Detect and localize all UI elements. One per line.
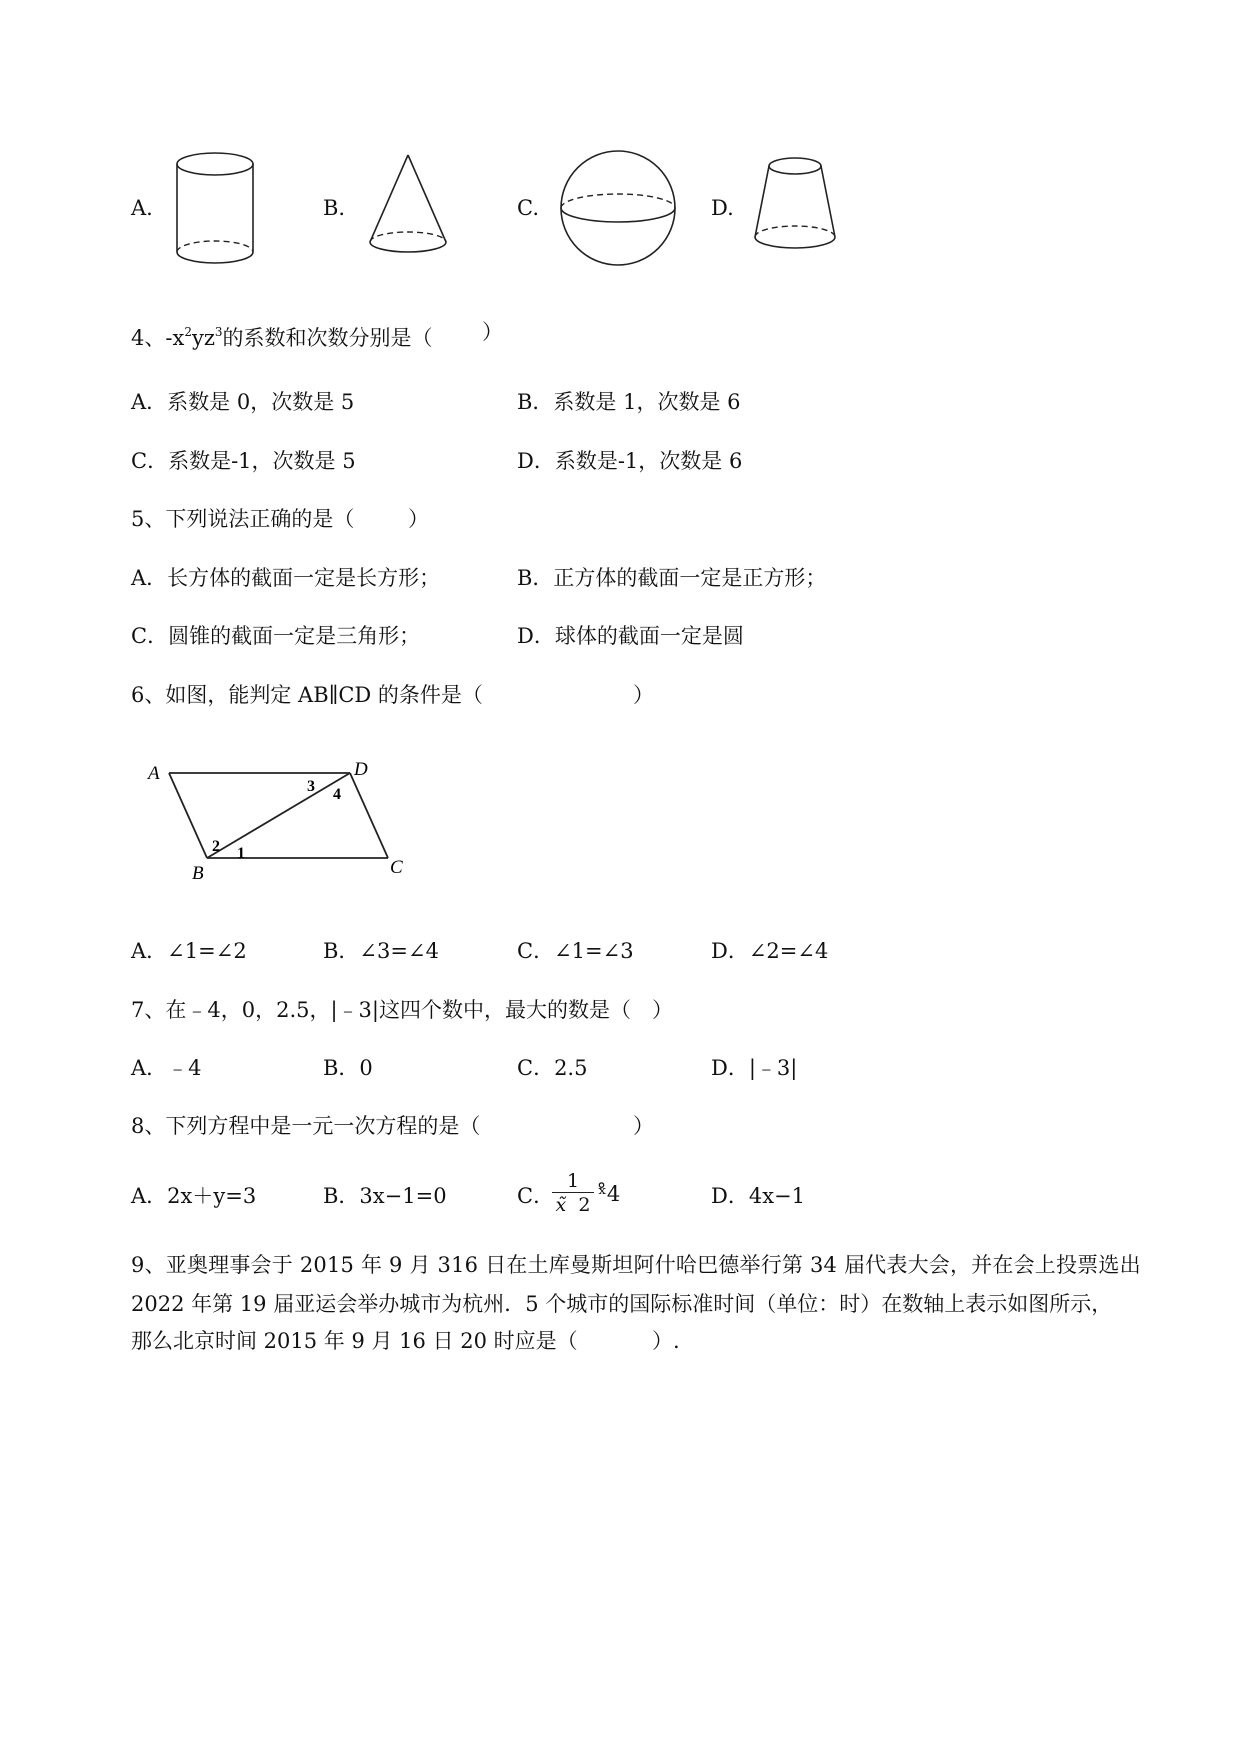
parallelogram-figure: [140, 752, 420, 887]
q8-option-d: D．4x−1: [711, 1184, 805, 1208]
point-b-label: B: [192, 863, 204, 884]
question-9-line-3: 那么北京时间 2015 年 9 月 16 日 20 时应是（: [131, 1329, 578, 1353]
q8-option-b: B．3x−1=0: [323, 1184, 447, 1208]
q8-option-c-label: C．: [517, 1184, 555, 1208]
angle-2-label: 2: [212, 838, 220, 855]
shape-option-b-label: B.: [323, 196, 346, 220]
q4-stem-text: 的系数和次数分别是（: [222, 326, 433, 350]
diagonal-bd: [207, 773, 350, 858]
q4-option-a: A．系数是 0，次数是 5: [131, 390, 355, 414]
cone-figure: [362, 150, 457, 262]
q4-exponent-1: 2: [184, 325, 192, 339]
point-c-label: C: [390, 857, 403, 878]
q5-option-a: A．长方体的截面一定是长方形；: [131, 566, 441, 590]
segment-dc: [350, 773, 388, 858]
question-5-stem: 5、下列说法正确的是（: [131, 507, 355, 531]
shape-option-d-label: D.: [711, 196, 734, 220]
q4-option-d: D．系数是-1，次数是 6: [517, 449, 743, 473]
fraction-numerator: 1: [566, 1170, 580, 1192]
shape-option-c-label: C.: [517, 196, 539, 220]
point-d-label: D: [354, 759, 368, 780]
question-9-close-paren: ）.: [652, 1329, 680, 1353]
q7-option-b: B．0: [323, 1056, 373, 1080]
angle-3-label: 3: [307, 778, 315, 795]
fraction-denominator: [550, 1193, 596, 1217]
q8-option-c-fraction: [550, 1170, 596, 1217]
q5-option-d: D．球体的截面一定是圆: [517, 624, 744, 648]
angle-1-label: 1: [237, 845, 245, 862]
frustum-figure: [748, 152, 844, 258]
fraction-denominator-x: x̃: [555, 1194, 567, 1216]
question-9-line-1: 9、亚奥理事会于 2015 年 9 月 316 日在土库曼斯坦阿什哈巴德举行第 34 届代表大会，并在会上投票选出: [131, 1253, 1141, 1277]
question-7-stem: 7、在﹣4，0，2.5，|﹣3|这四个数中，最大的数是（: [131, 998, 631, 1022]
angle-4-label: 4: [333, 786, 341, 803]
q5-option-c: C．圆锥的截面一定是三角形；: [131, 624, 421, 648]
segment-ab: [169, 773, 207, 858]
q4-expr-base: -x: [165, 326, 185, 350]
q5-option-b: B．正方体的截面一定是正方形；: [517, 566, 827, 590]
question-5-close-paren: ）: [408, 507, 429, 531]
q7-option-c: C．2.5: [517, 1056, 588, 1080]
question-4-stem: [131, 318, 433, 352]
cylinder-figure: [168, 148, 268, 270]
q4-option-c: C．系数是-1，次数是 5: [131, 449, 356, 473]
question-9-line-2: 2022 年第 19 届亚运会举办城市为杭州．5 个城市的国际标准时间（单位：时）在数轴上表示如图所示，: [131, 1292, 1113, 1316]
q6-option-d: D．∠2=∠4: [711, 939, 829, 963]
sphere-figure: [556, 146, 682, 270]
fraction-denominator-2: 2: [578, 1194, 591, 1216]
q7-option-a: A．﹣4: [131, 1056, 202, 1080]
question-7-close-paren: ）: [652, 998, 673, 1022]
q4-exponent-2: 3: [214, 325, 223, 339]
question-6-stem: 6、如图，能判定 AB∥CD 的条件是（: [131, 683, 483, 707]
q4-option-b: B．系数是 1，次数是 6: [517, 390, 741, 414]
point-a-label: A: [148, 763, 160, 784]
question-8-close-paren: ）: [633, 1114, 654, 1138]
q4-expr-mid: yz: [191, 326, 215, 350]
q8-option-a: A．2x＋y=3: [131, 1184, 257, 1208]
q6-option-c: C．∠1=∠3: [517, 939, 634, 963]
question-6-close-paren: ）: [633, 683, 654, 707]
q8-option-c-tail: ˣ̊4: [598, 1182, 621, 1206]
q7-option-d: D．|﹣3|: [711, 1056, 798, 1080]
q6-option-b: B．∠3=∠4: [323, 939, 439, 963]
question-8-stem: 8、下列方程中是一元一次方程的是（: [131, 1114, 481, 1138]
question-4-number: 4、: [131, 326, 166, 350]
question-4-close-paren: ）: [482, 320, 503, 344]
shape-option-a-label: A.: [131, 196, 153, 220]
q6-option-a: A．∠1=∠2: [131, 939, 247, 963]
